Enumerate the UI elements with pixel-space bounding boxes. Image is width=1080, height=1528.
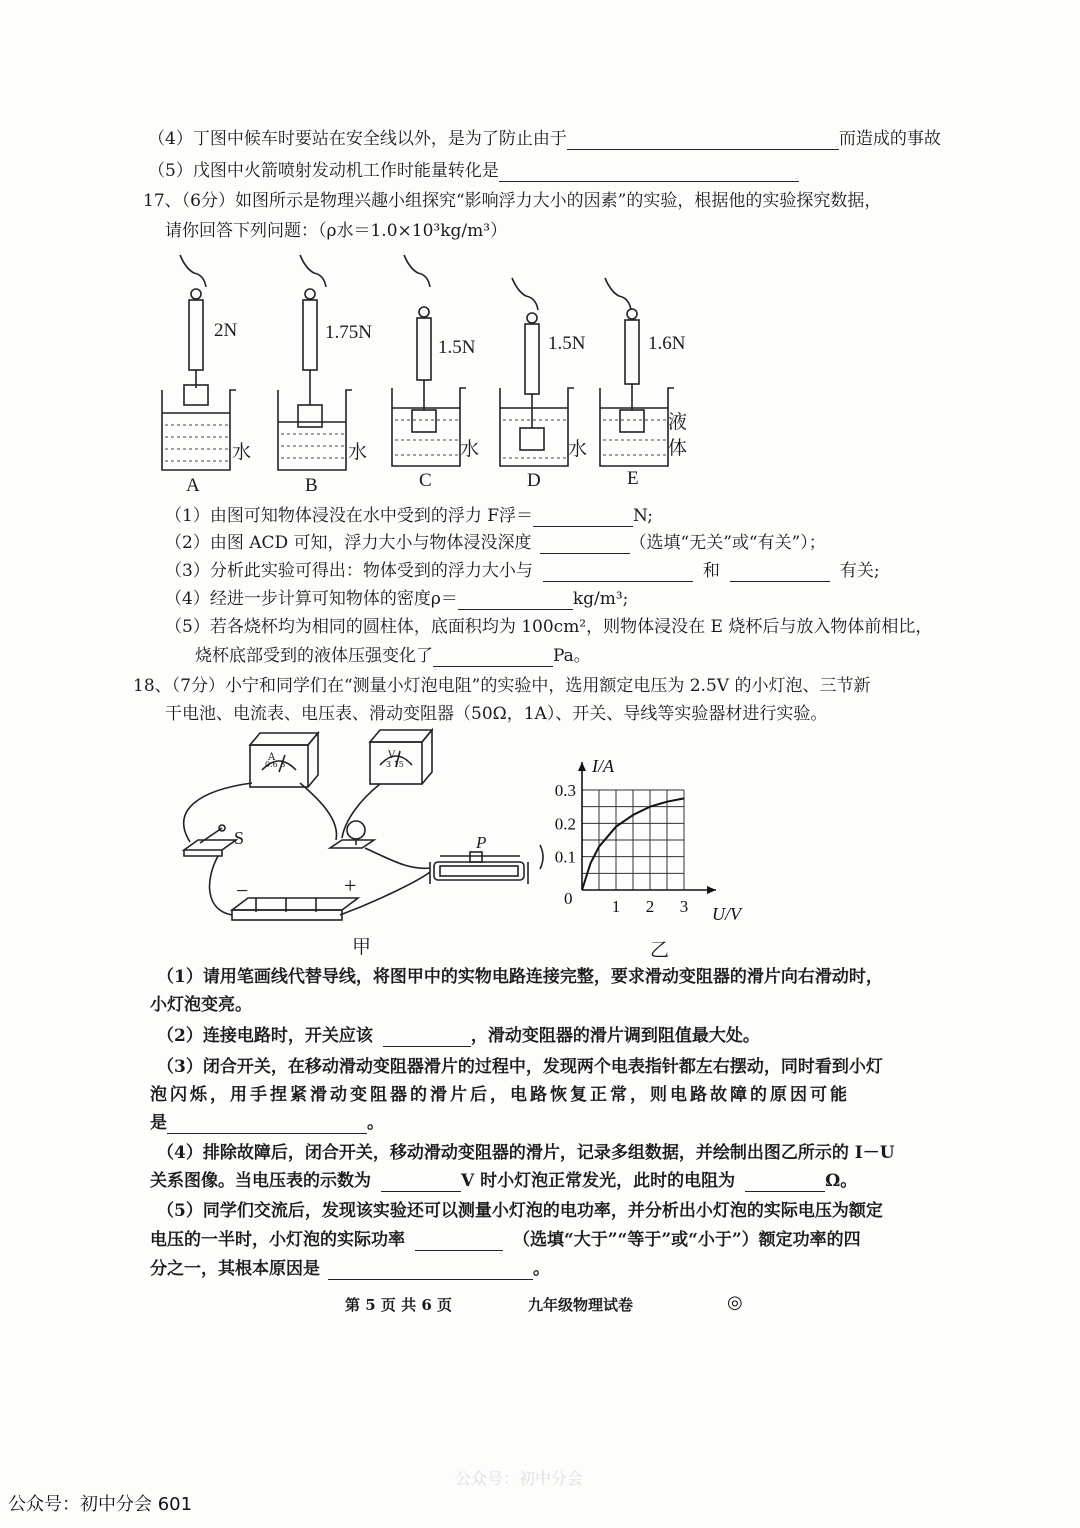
q18-sub4-line1: （4）排除故障后，闭合开关，移动滑动变阻器的滑片，记录多组数据，并绘制出图乙所示的 I－U — [157, 1143, 895, 1163]
watermark-left: 公众号：初中分会 601 — [8, 1494, 193, 1515]
wire — [365, 848, 430, 868]
q17-sub5-line2 — [195, 645, 591, 667]
x-tick-label: 3 — [679, 897, 689, 916]
reading-d: 1.5N — [548, 333, 586, 354]
reading-c: 1.5N — [438, 337, 476, 358]
reading-a: 2N — [214, 320, 238, 341]
q18-sub3-tail: 。 — [367, 1113, 384, 1133]
q18-sub4-text: 关系图像。当电压表的示数为 — [150, 1171, 371, 1191]
y-tick-label: 0.3 — [554, 781, 576, 800]
q17-sub3-tail: 有关; — [839, 561, 880, 581]
page-number: 第 5 页 共 6 页 — [345, 1296, 452, 1314]
y-tick-label: 0.2 — [554, 814, 576, 834]
q18-sub2-text: （2）连接电路时，开关应该 — [157, 1026, 373, 1046]
battery-minus: − — [236, 878, 249, 903]
origin-label: 0 — [564, 889, 573, 908]
q18-sub2 — [157, 1025, 760, 1047]
q18-sub1-line2: 小灯泡变亮。 — [150, 995, 252, 1015]
q16-item4-text: （4）丁图中候车时要站在安全线以外，是为了防止由于 — [148, 129, 567, 149]
q17-sub3 — [165, 560, 880, 582]
answer-blank[interactable] — [543, 563, 693, 582]
lamp — [330, 821, 374, 848]
wire — [540, 845, 543, 869]
voltmeter-letter: V — [388, 750, 396, 761]
battery — [232, 898, 358, 920]
answer-blank[interactable] — [381, 1173, 461, 1192]
switch — [184, 825, 236, 856]
chart-caption: 乙 — [650, 940, 670, 961]
answer-blank[interactable] — [567, 131, 839, 150]
reading-e: 1.6N — [648, 333, 686, 354]
q18-sub1-line1: （1）请用笔画线代替导线，将图甲中的实物电路连接完整，要求滑动变阻器的滑片向右滑动时， — [157, 967, 883, 987]
q17-stem-line2: 请你回答下列问题：（ρ水＝1.0×10³kg/m³） — [165, 221, 508, 241]
q18-sub2-tail: ，滑动变阻器的滑片调到阻值最大处。 — [470, 1026, 760, 1046]
answer-blank[interactable] — [458, 591, 573, 610]
ammeter-ticks: 0.6 3 — [265, 760, 286, 769]
q18-sub4-mid: V 时小灯泡正常发光，此时的电阻为 — [461, 1171, 736, 1191]
answer-blank[interactable] — [415, 1232, 503, 1251]
y-axis-label: I/A — [592, 756, 614, 776]
liquid-a: 水 — [232, 442, 252, 463]
q17-sub4 — [165, 588, 628, 610]
q17-stem-line1: 17、（6分）如图所示是物理兴趣小组探究“影响浮力大小的因素”的实验，根据他的实验探究数据， — [143, 191, 882, 211]
q17-sub1 — [165, 505, 653, 527]
q17-sub2-text: （2）由图 ACD 可知，浮力大小与物体浸没深度 — [165, 533, 532, 553]
wire — [342, 784, 380, 838]
answer-blank[interactable] — [167, 1115, 367, 1134]
q18-sub5-text2: 分之一，其根本原因是 — [150, 1259, 320, 1279]
x-axis-label: U/V — [712, 904, 741, 924]
q18-sub3-text: 是 — [150, 1113, 167, 1133]
series-line — [582, 798, 684, 890]
q16-item4 — [148, 128, 941, 150]
answer-blank[interactable] — [328, 1261, 533, 1280]
q18-sub5-hint: （选填“大于”“等于”或“小于”）额定功率的四 — [513, 1230, 861, 1250]
answer-blank[interactable] — [730, 563, 830, 582]
q18-sub3-line1: （3）闭合开关，在移动滑动变阻器滑片的过程中，发现两个电表指针都左右摆动，同时看到小灯 — [157, 1057, 883, 1077]
q17-sub4-text: （4）经进一步计算可知物体的密度ρ＝ — [165, 589, 458, 609]
setup-d — [500, 278, 574, 466]
q17-sub4-unit: kg/m³; — [572, 589, 629, 609]
voltmeter-ticks: 3 15 — [386, 760, 404, 769]
answer-blank[interactable] — [745, 1173, 825, 1192]
reading-b: 1.75N — [325, 322, 372, 343]
q18-sub5-line3 — [150, 1258, 550, 1280]
switch-label: S — [234, 828, 245, 848]
answer-blank[interactable] — [383, 1028, 471, 1047]
q18-sub4-unit: Ω。 — [825, 1171, 858, 1191]
q18-sub3-line3 — [150, 1112, 384, 1134]
answer-blank[interactable] — [499, 163, 799, 182]
q18-sub5-line1: （5）同学们交流后，发现该实验还可以测量小灯泡的电功率，并分析出小灯泡的实际电压为额定 — [157, 1201, 883, 1221]
watermark-center: 公众号：初中分会 — [455, 1469, 584, 1488]
liquid-e: 液体 — [668, 412, 688, 459]
q16-item4-tail: 而造成的事故 — [838, 129, 941, 149]
label-d: D — [527, 470, 541, 491]
label-e: E — [627, 468, 639, 489]
q18-stem-line2: 干电池、电流表、电压表、滑动变阻器（50Ω，1A）、开关、导线等实验器材进行实验。 — [165, 704, 828, 724]
q17-sub5-unit: Pa。 — [553, 646, 591, 666]
q17-sub5-line1: （5）若各烧杯均为相同的圆柱体，底面积均为 100cm²，则物体浸没在 E 烧杯后与放入物体前相比， — [165, 617, 933, 637]
wire — [300, 783, 337, 840]
answer-blank[interactable] — [433, 648, 553, 667]
circle-mark: ◎ — [727, 1292, 743, 1313]
paper-title: 九年级物理试卷 — [528, 1296, 634, 1314]
setup-a — [162, 255, 236, 470]
label-a: A — [186, 475, 200, 496]
label-c: C — [419, 470, 432, 491]
label-b: B — [305, 475, 318, 496]
x-axis-arrow — [707, 886, 716, 894]
q17-sub2 — [165, 532, 826, 554]
y-axis-arrow — [578, 762, 586, 771]
ammeter-letter: A — [268, 752, 276, 763]
answer-blank[interactable] — [540, 535, 630, 554]
q18-sub5-text: 电压的一半时，小灯泡的实际功率 — [150, 1230, 405, 1250]
q18-sub3-line2: 泡闪烁，用手捏紧滑动变阻器的滑片后，电路恢复正常，则电路故障的原因可能 — [150, 1085, 850, 1105]
q18-sub5-line2 — [150, 1229, 861, 1251]
wire — [210, 856, 232, 915]
x-tick-label: 2 — [645, 897, 655, 916]
battery-plus: + — [344, 873, 357, 898]
q17-sub3-text: （3）分析此实验可得出：物体受到的浮力大小与 — [165, 561, 533, 581]
setup-e — [600, 278, 674, 466]
voltmeter — [370, 730, 432, 784]
slider-label: P — [476, 833, 487, 852]
liquid-d: 水 — [568, 439, 588, 460]
q18-sub5-tail: 。 — [533, 1259, 550, 1279]
q16-item5 — [148, 160, 799, 182]
q18-stem-line1: 18、（7分）小宁和同学们在“测量小灯泡电阻”的实验中，选用额定电压为 2.5V 的小灯泡、三节新 — [133, 676, 871, 696]
y-tick-label: 0.1 — [554, 847, 576, 867]
liquid-c: 水 — [460, 439, 480, 460]
answer-blank[interactable] — [533, 508, 633, 527]
rheostat — [430, 852, 528, 884]
q17-sub5-text: 烧杯底部受到的液体压强变化了 — [195, 646, 433, 666]
setup-b — [278, 255, 352, 470]
x-tick-label: 1 — [611, 897, 621, 916]
circuit-caption: 甲 — [352, 937, 372, 958]
q16-item5-text: （5）戊图中火箭喷射发动机工作时能量转化是 — [148, 161, 499, 181]
q17-sub1-text: （1）由图可知物体浸没在水中受到的浮力 F浮＝ — [165, 506, 534, 526]
liquid-b: 水 — [348, 442, 368, 463]
setup-c — [392, 255, 466, 466]
q18-sub4-line2 — [150, 1170, 857, 1192]
q17-sub3-and: 和 — [702, 561, 720, 581]
q17-sub1-unit: N; — [633, 506, 654, 526]
q17-sub2-hint: （选填“无关”或“有关”）； — [629, 533, 826, 553]
